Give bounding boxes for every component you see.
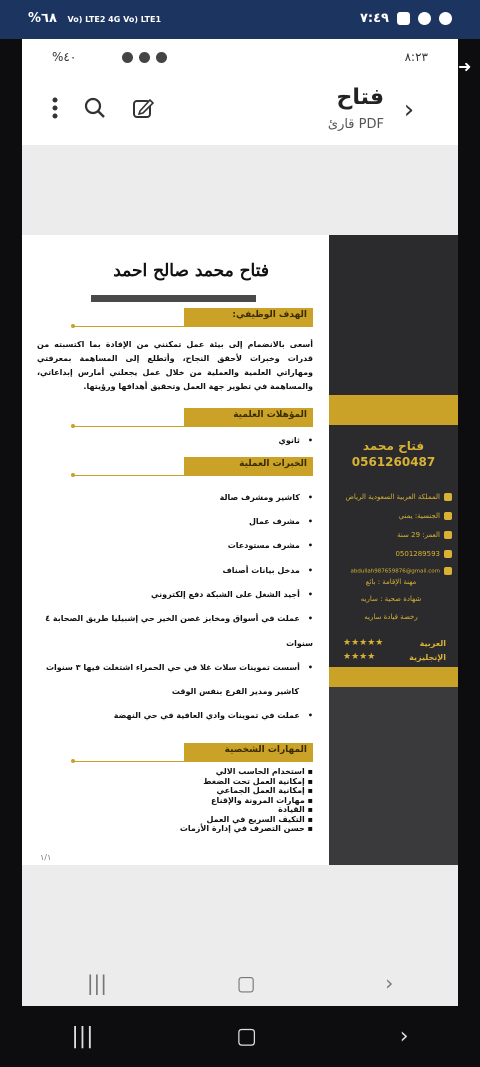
app-header: [22, 77, 458, 145]
sidebar-gold-band: [329, 395, 458, 425]
qualifications-heading: المؤهلات العلمية: [184, 408, 313, 426]
list-item: • مدخل بيانات أصناف: [222, 566, 313, 575]
objective-text: أسعى بالانضمام إلى بيئة عمل تمكنني من الإفادة بما اكتسبته من قدرات وخبرات لأحقق النجاح، وأتطلع إلى المساهمة بمعرفتي ومهاراتي العلمية والعملية من خلال عمل يجعلني أمارس إبداعاتي، والمساهمة في تطوير جهة العمل وتحقيق أهدافها ورؤيتها.: [37, 340, 313, 391]
list-item: • مشرف مستودعات: [228, 541, 313, 550]
outer-clock: ٧:٤٩: [359, 11, 389, 26]
outer-status-bar: [0, 0, 480, 39]
chevron-right-icon[interactable]: ›: [403, 95, 415, 125]
outer-battery: %٦٨: [28, 11, 57, 26]
list-item: ▪ التكيف السريع في العمل: [113, 815, 313, 825]
name-underline: [91, 295, 256, 302]
list-item: ▪ القيادة: [113, 805, 313, 815]
phone-row: 0501289593: [330, 550, 452, 558]
objective-heading: الهدف الوظيفي:: [184, 308, 313, 326]
health-row: شهادة صحية : ساريه: [360, 595, 422, 603]
cv-sidebar: [329, 235, 458, 865]
residency-row: مهنة الإقامة : بائع: [365, 578, 417, 586]
globe-icon: [444, 512, 452, 520]
mail-icon: [444, 567, 452, 575]
cv-main: [22, 235, 329, 865]
experience-list: [33, 493, 313, 733]
sidebar-phone: 0561260487: [351, 455, 436, 469]
header-actions: [52, 97, 154, 119]
list-item: ▪ إمكانية العمل الجماعي: [113, 786, 313, 796]
search-icon[interactable]: [84, 97, 106, 119]
email-row: abdullah987659876@gmail.com: [330, 567, 452, 575]
outer-network: Vo) LTE2 4G Vo) LTE1: [67, 15, 162, 24]
cursor-chevron-icon: ➜: [458, 57, 472, 76]
inner-nav-bar: [22, 959, 458, 1006]
list-item: • كاشير ومشرف صالة: [220, 493, 313, 502]
nationality-row: الجنسية: يمني: [330, 512, 452, 520]
list-item: • عملت في أسواق ومخابز غصن الخير حي إشبيليا طريق الصحابة ٤: [45, 614, 313, 623]
qualifications-list: [33, 436, 313, 450]
calendar-icon: [444, 531, 452, 539]
sidebar-gold-band-2: [329, 667, 458, 687]
skills-dot: [71, 759, 75, 763]
skills-heading: المهارات الشخصية: [184, 743, 313, 761]
experience-line: [72, 475, 313, 476]
cv-name: فتاح محمد صالح احمد: [113, 261, 269, 281]
lang-english-stars: ★★★★: [343, 652, 376, 662]
notification-icons: [122, 52, 167, 63]
lang-arabic-stars: ★★★★★: [343, 638, 384, 648]
list-item-continuation: كاشير ومدير الفرع بنفس الوقت: [171, 687, 299, 696]
qualifications-dot: [71, 424, 75, 428]
address-row: المملكة العربية السعودية الرياض: [330, 493, 452, 501]
home-icon[interactable]: ▢: [236, 1024, 258, 1049]
phone-icon: [444, 550, 452, 558]
list-item: • مشرف عمال: [249, 517, 313, 526]
experience-dot: [71, 473, 75, 477]
app-subtitle: قارئ PDF: [327, 117, 384, 132]
back-icon[interactable]: ›: [385, 970, 394, 995]
inner-battery: %٤٠: [52, 50, 77, 64]
skype-icon: [439, 12, 452, 25]
system-nav-bar: [0, 1006, 480, 1067]
list-item: ▪ مهارات المرونة والإقناع: [113, 796, 313, 806]
sidebar-bottom: [329, 687, 458, 865]
list-item: • عملت في تموينات وادي العافية في حي النهضة: [114, 711, 313, 720]
license-row: رخصة قيادة ساريه: [364, 613, 418, 621]
pdf-page: [22, 235, 458, 865]
back-icon[interactable]: ›: [399, 1024, 409, 1049]
objective-dot: [71, 324, 75, 328]
sidebar-name: فتاح محمد: [362, 439, 425, 453]
outer-status-right: [360, 11, 452, 26]
skills-line: [72, 761, 313, 762]
list-item: • أسست تموينات سلات غلا في حي الحمراء اشتغلت فيها ٣ سنوات: [46, 663, 313, 672]
page-number: ١/١: [40, 853, 52, 862]
inner-status-bar: [22, 39, 458, 77]
recent-apps-icon[interactable]: |||: [86, 970, 108, 995]
list-item: ▪ إمكانية العمل تحت الضغط: [113, 777, 313, 787]
location-icon: [444, 493, 452, 501]
recent-apps-icon[interactable]: |||: [71, 1024, 94, 1049]
viewer-background-top: [22, 145, 458, 235]
objective-line: [72, 326, 313, 327]
experience-heading: الخبرات العملية: [184, 457, 313, 475]
age-row: العمر: 29 سنة: [330, 531, 452, 539]
home-icon[interactable]: ▢: [236, 970, 256, 995]
outer-status-left: [28, 11, 161, 26]
more-vertical-icon[interactable]: [52, 97, 58, 119]
app-title: فتاح: [336, 85, 384, 110]
skills-list: [113, 767, 313, 834]
lang-english: الإنجليزية: [409, 653, 446, 662]
lang-arabic: العربية: [419, 639, 446, 648]
inner-clock: ٨:٢٣: [404, 50, 428, 64]
vpn-icon: [397, 12, 410, 25]
phone-screen: [22, 39, 458, 1006]
snapchat-icon: [418, 12, 431, 25]
list-item-continuation: سنوات: [286, 639, 313, 648]
list-item: • أجيد الشغل على الشبكة دفع إلكتروني: [151, 590, 313, 599]
list-item: • ثانوي: [279, 436, 313, 445]
qualifications-line: [72, 426, 313, 427]
list-item: ▪ حسن التصرف في إدارة الأزمات: [113, 824, 313, 834]
edit-icon[interactable]: [132, 97, 154, 119]
list-item: ▪ استخدام الحاسب الالي: [113, 767, 313, 777]
